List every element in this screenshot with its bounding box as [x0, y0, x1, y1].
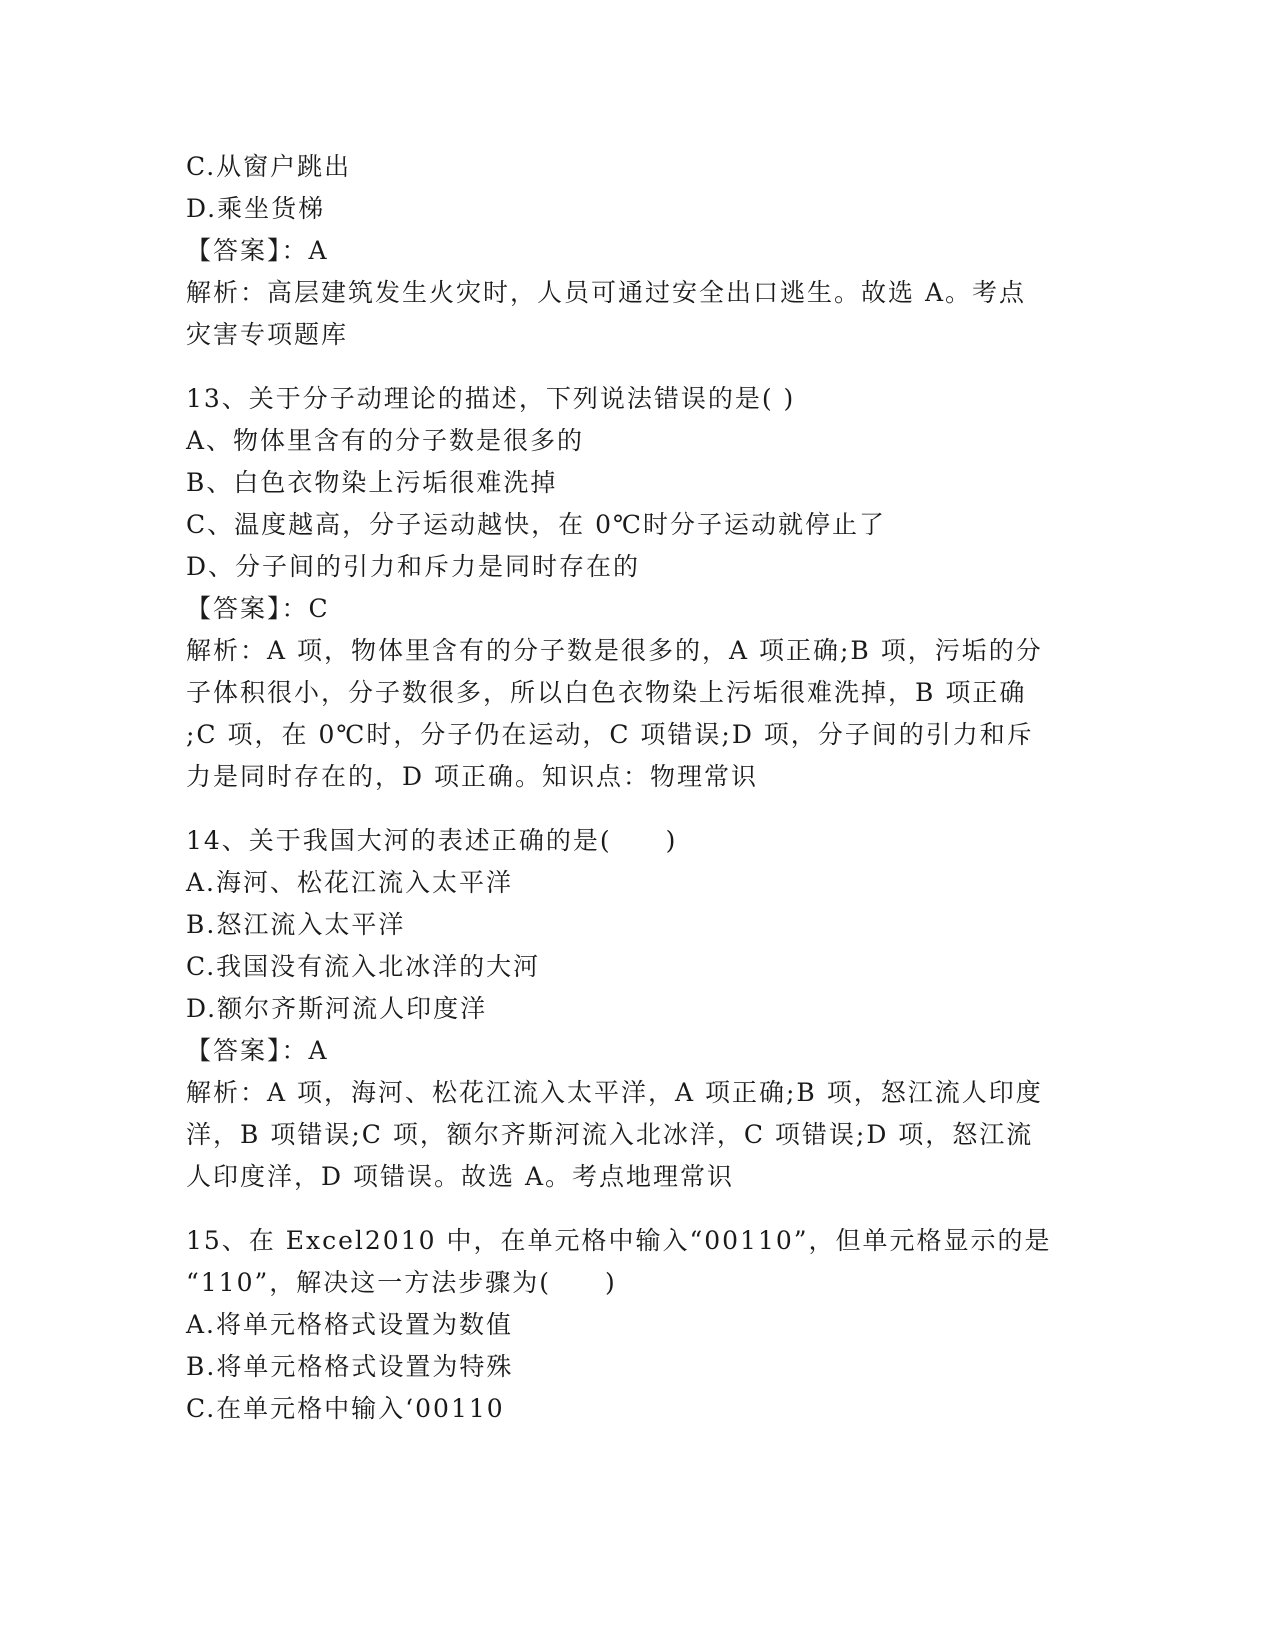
option-b: B.怒江流入太平洋 [186, 910, 406, 939]
analysis-line: ;C 项，在 0℃时，分子仍在运动，C 项错误;D 项，分子间的引力和斥 [186, 720, 1034, 749]
option-b: B、白色衣物染上污垢很难洗掉 [186, 468, 558, 497]
analysis-line: 解析：高层建筑发生火灾时，人员可通过安全出口逃生。故选 A。考点 [186, 278, 1027, 307]
analysis-line: 灾害专项题库 [186, 320, 349, 349]
question-12-tail [186, 146, 1086, 356]
document-page [186, 146, 1086, 1430]
question-stem: 13、关于分子动理论的描述，下列说法错误的是( ) [186, 384, 796, 413]
question-stem: 15、在 Excel2010 中，在单元格中输入“00110”，但单元格显示的是 [186, 1226, 1052, 1255]
question-15 [186, 1220, 1086, 1430]
analysis-line: 解析：A 项，海河、松花江流入太平洋，A 项正确;B 项，怒江流人印度 [186, 1078, 1043, 1107]
option-d: D.额尔齐斯河流人印度洋 [186, 994, 488, 1023]
answer: 【答案】：C [186, 594, 330, 623]
option-c: C.在单元格中输入‘00110 [186, 1394, 505, 1423]
option-c: C.从窗户跳出 [186, 152, 352, 181]
question-14 [186, 820, 1086, 1198]
analysis-line: 洋，B 项错误;C 项，额尔齐斯河流入北冰洋，C 项错误;D 项，怒江流 [186, 1120, 1034, 1149]
analysis-line: 人印度洋，D 项错误。故选 A。考点地理常识 [186, 1162, 734, 1191]
question-stem: 14、关于我国大河的表述正确的是( ) [186, 826, 678, 855]
analysis-line: 解析：A 项，物体里含有的分子数是很多的，A 项正确;B 项，污垢的分 [186, 636, 1043, 665]
answer: 【答案】：A [186, 236, 329, 265]
option-d: D.乘坐货梯 [186, 194, 326, 223]
option-b: B.将单元格格式设置为特殊 [186, 1352, 514, 1381]
analysis-line: 子体积很小，分子数很多，所以白色衣物染上污垢很难洗掉，B 项正确 [186, 678, 1027, 707]
option-a: A、物体里含有的分子数是很多的 [186, 426, 585, 455]
question-stem: “110”，解决这一方法步骤为( ) [186, 1268, 617, 1297]
option-c: C、温度越高，分子运动越快，在 0℃时分子运动就停止了 [186, 510, 886, 539]
analysis-line: 力是同时存在的，D 项正确。知识点：物理常识 [186, 762, 758, 791]
option-c: C.我国没有流入北冰洋的大河 [186, 952, 541, 981]
option-a: A.海河、松花江流入太平洋 [186, 868, 514, 897]
question-13 [186, 378, 1086, 798]
option-d: D、分子间的引力和斥力是同时存在的 [186, 552, 641, 581]
option-a: A.将单元格格式设置为数值 [186, 1310, 514, 1339]
answer: 【答案】：A [186, 1036, 329, 1065]
